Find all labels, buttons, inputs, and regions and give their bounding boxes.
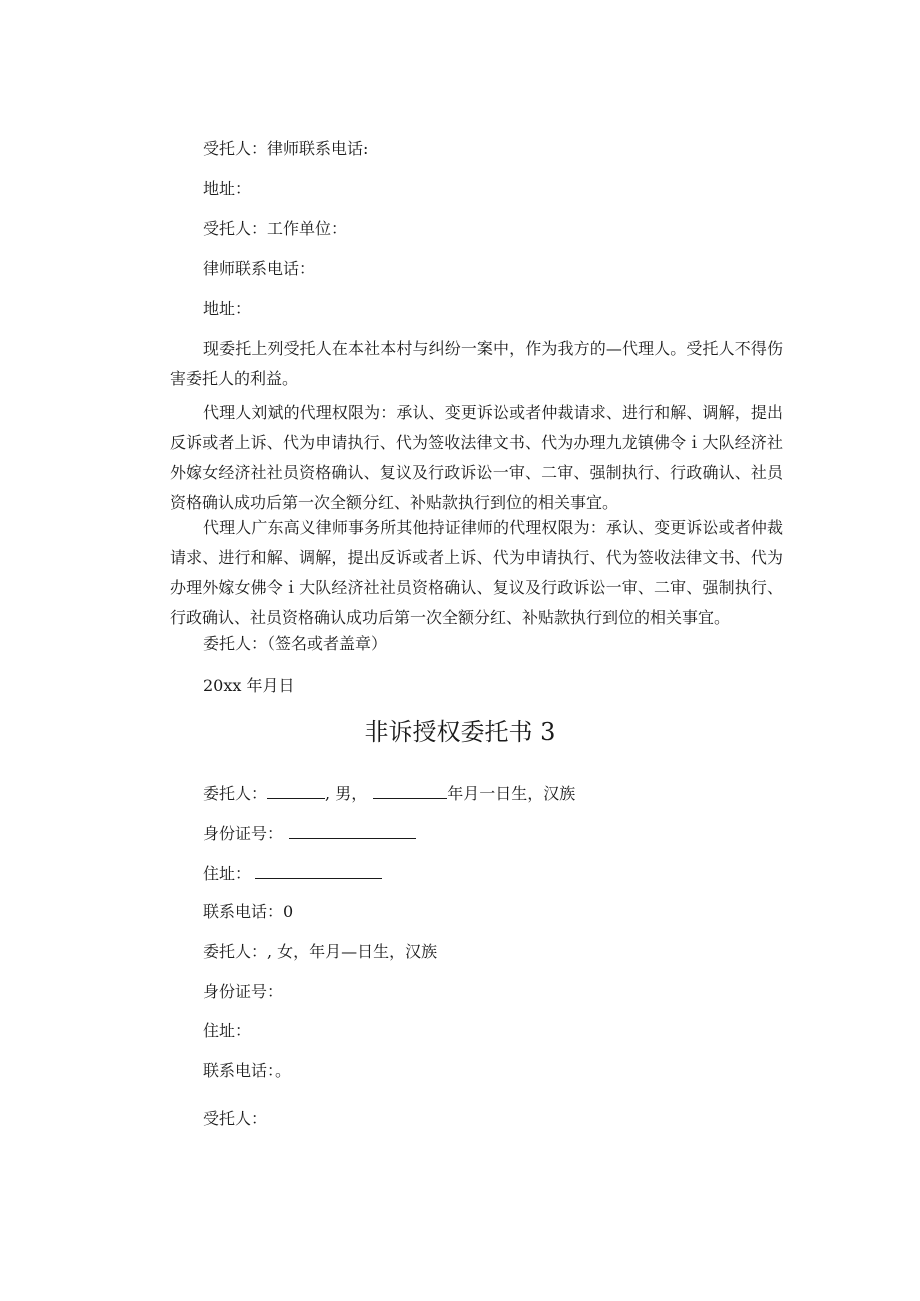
birth-blank: [373, 782, 447, 799]
address-blank: [255, 862, 382, 879]
address2-line: 住址：: [203, 1021, 252, 1040]
phone1-line: 联系电话：0: [203, 902, 294, 921]
date-line: 20xx 年月日: [203, 676, 295, 695]
id1-label: 身份证号：: [203, 824, 284, 843]
address-line-2: 地址：: [203, 299, 252, 318]
entrust-paragraph: 现委托上列受托人在本社本村与纠纷一案中，作为我方的—代理人。受托人不得伤害委托人的利益。: [170, 339, 783, 388]
trustee-phone-line: 受托人：律师联系电话:: [203, 139, 369, 158]
lawyer-phone-line: 律师联系电话：: [203, 259, 316, 278]
document-title: 非诉授权委托书 3: [364, 718, 556, 746]
id1-line: [203, 822, 416, 844]
phone2-line: 联系电话：。: [203, 1061, 292, 1080]
principal-signature-line: 委托人：（签名或者盖章）: [203, 634, 388, 653]
name-blank: [267, 782, 325, 799]
id-blank: [289, 822, 416, 839]
trustee-work-line: 受托人：工作单位：: [203, 219, 348, 238]
id2-line: 身份证号：: [203, 982, 284, 1001]
principal2-line: 委托人：, 女，年月—日生，汉族: [203, 942, 438, 961]
address1-line: [203, 862, 382, 884]
principal1-birth: 年月一日生，汉族: [447, 784, 576, 803]
principal1-label: 委托人：: [203, 784, 268, 803]
trustee-line: 受托人：: [203, 1109, 268, 1128]
principal1-gender: , 男，: [325, 784, 368, 803]
agent2-paragraph: 代理人广东高义律师事务所其他持证律师的代理权限为：承认、变更诉讼或者仲裁请求、进行和解、调解，提出反诉或者上诉、代为申请执行、代为签收法律文书、代为办理外嫁女佛令ｉ大队经济社社员资格确认、复议及行政诉讼一审、二审、强制执行、行政确认、社员资格确认成功后第一次全额分红、补贴款执行到位的相关事宜。: [170, 518, 783, 627]
principal1-line: [203, 782, 575, 804]
address-line-1: 地址：: [203, 179, 252, 198]
address1-label: 住址：: [203, 864, 252, 883]
agent1-paragraph: 代理人刘斌的代理权限为：承认、变更诉讼或者仲裁请求、进行和解、调解，提出反诉或者上诉、代为申请执行、代为签收法律文书、代为办理九龙镇佛令ｉ大队经济社外嫁女经济社社员资格确认、复议及行政诉讼一审、二审、强制执行、行政确认、社员资格确认成功后第一次全额分红、补贴款执行到位的相关事宜。: [170, 403, 783, 512]
